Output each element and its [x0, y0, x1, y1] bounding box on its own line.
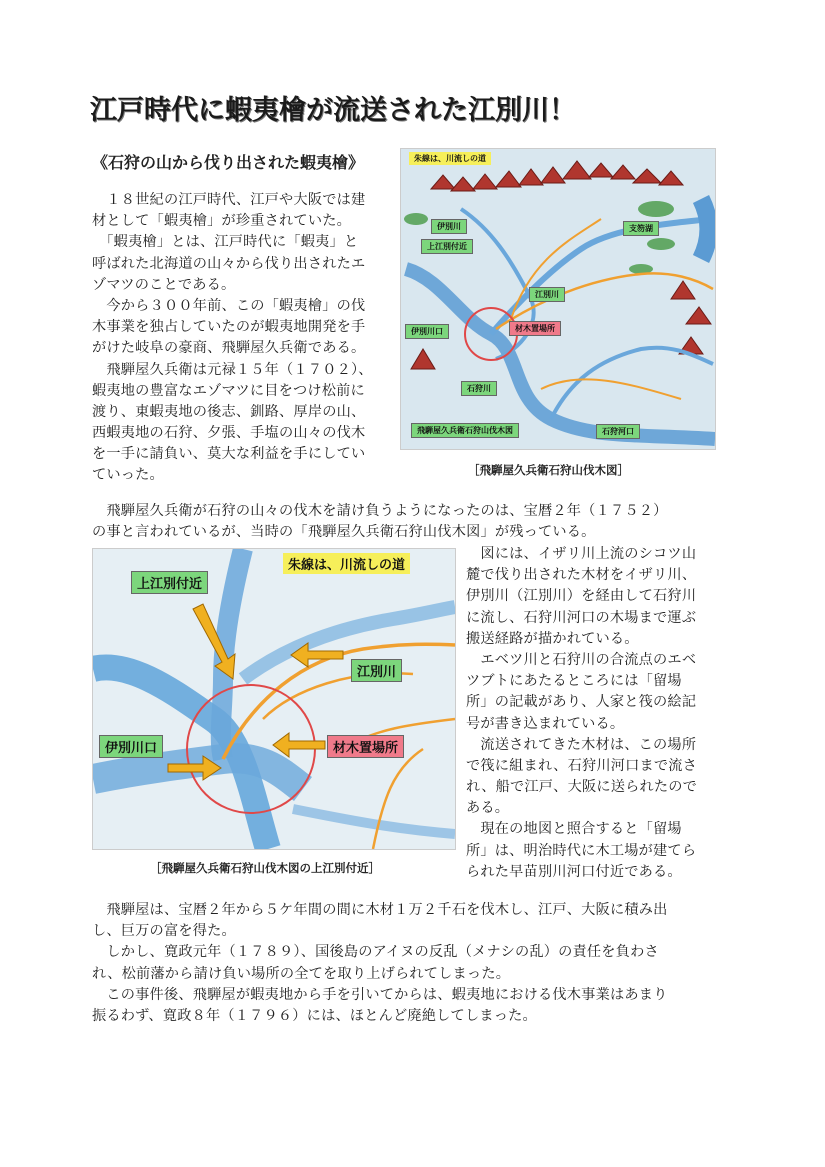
text-line: で筏に組まれ、石狩川河口まで流さ: [466, 757, 698, 774]
text-line: 材として「蝦夷檜」が珍重されていた。: [92, 213, 351, 230]
text-line: 今から３００年前、この「蝦夷檜」の伐: [92, 297, 366, 314]
text-line: ある。: [466, 800, 510, 817]
historical-map: [400, 148, 716, 450]
text-line: 号が書き込まれている。: [466, 715, 625, 732]
text-line: 飛騨屋久兵衛が石狩の山々の伐木を請け負うようになったのは、宝暦２年（１７５２）: [92, 503, 668, 519]
text-line: 飛騨屋は、宝暦２年から５ケ年間の間に木材１万２千石を伐木し、江戸、大阪に積み出: [92, 902, 668, 918]
text-line: この事件後、飛騨屋が蝦夷地から手を引いてからは、蝦夷地における伐木事業はあまり: [92, 986, 668, 1003]
text-line: エベツ川と石狩川の合流点のエベ: [466, 651, 697, 668]
text-line: 渡り、東蝦夷地の後志、釧路、厚岸の山、: [92, 403, 366, 420]
text-line: 木事業を独占していたのが蝦夷地開発を手: [92, 319, 366, 336]
text-line: れ、船で江戸、大阪に送られたので: [466, 779, 698, 796]
text-line: に流し、石狩川河口の木場まで運ぶ: [466, 609, 697, 626]
map-label: 上江別付近: [421, 239, 473, 254]
text-line: 振るわず、寛政８年（１７９６）には、ほとんど廃絶してしまった。: [92, 1007, 537, 1024]
map-label: 石狩川: [461, 381, 497, 396]
text-line: がけた岐阜の豪商、飛騨屋久兵衛である。: [92, 340, 366, 357]
text-line: を一手に請負い、莫大な利益を手にしてい: [92, 446, 366, 463]
map-label: 材木置場所: [509, 321, 561, 336]
map-label: 伊別川口: [405, 324, 449, 339]
text-line: 搬送経路が描かれている。: [466, 630, 639, 647]
map-legend: 朱線は、川流しの道: [409, 152, 491, 165]
detail-map-caption: ［飛騨屋久兵衛石狩山伐木図の上江別付近］: [150, 861, 380, 875]
text-line: ゾマツのことである。: [92, 276, 236, 293]
text-line: ていった。: [92, 467, 164, 484]
text-line: の事と言われているが、当時の「飛騨屋久兵衛石狩山伐木図」が残っている。: [92, 524, 596, 541]
map-label: 伊別川: [431, 219, 467, 234]
text-line: 現在の地図と照合すると「留場: [466, 821, 682, 838]
text-line: 図には、イザリ川上流のシコツ山: [466, 546, 697, 562]
map-label: 材木置場所: [327, 735, 404, 758]
text-line: し、巨万の富を得た。: [92, 923, 236, 940]
map-label: 江別川: [529, 287, 565, 302]
top-map-caption: ［飛騨屋久兵衛石狩山伐木図］: [468, 463, 629, 477]
map-label: 石狩河口: [596, 424, 640, 439]
text-line: 飛騨屋久兵衛は元禄１５年（１７０２）、: [92, 361, 373, 378]
map-legend: 朱線は、川流しの道: [283, 553, 410, 574]
map-label: 支笏湖: [623, 221, 659, 236]
text-line: 伊別川（江別川）を経由して石狩川: [466, 588, 697, 605]
middle-paragraph: [92, 501, 668, 543]
section-subtitle: 《石狩の山から伐り出された蝦夷檜》: [92, 153, 365, 172]
map-title-label: 飛騨屋久兵衛石狩山伐木図: [411, 423, 519, 438]
text-line: 麓で伐り出された木材をイザリ川、: [466, 567, 697, 584]
text-line: 所」は、明治時代に木工場が建てら: [466, 842, 697, 859]
page-title: 江戸時代に蝦夷檜が流送された江別川！: [90, 95, 576, 126]
bottom-paragraph: [92, 900, 668, 1027]
detail-map-illustration: [93, 549, 455, 849]
text-line: 「蝦夷檜」とは、江戸時代に「蝦夷」と: [92, 234, 359, 251]
text-line: 呼ばれた北海道の山々から伐り出されたエ: [92, 255, 366, 272]
map-label: 上江別付近: [131, 571, 208, 594]
text-line: られた早苗別川河口付近である。: [466, 863, 682, 880]
intro-paragraph: [92, 190, 373, 487]
text-line: 西蝦夷地の石狩、夕張、手塩の山々の伐木: [92, 425, 366, 442]
map-label: 伊別川口: [99, 735, 163, 758]
text-line: ツブトにあたるところには「留場: [466, 673, 682, 690]
text-line: 所」の記載があり、人家と筏の絵記: [466, 694, 697, 711]
map-label: 江別川: [351, 659, 402, 682]
text-line: １８世紀の江戸時代、江戸や大阪では建: [92, 192, 366, 208]
detail-map: [92, 548, 456, 850]
text-line: 流送されてきた木材は、この場所: [466, 736, 697, 753]
right-paragraph: [466, 544, 697, 883]
text-line: れ、松前藩から請け負い場所の全てを取り上げられてしまった。: [92, 965, 511, 982]
text-line: しかし、寛政元年（１７８９）、国後島のアイヌの反乱（メナシの乱）の責任を負わさ: [92, 944, 659, 961]
text-line: 蝦夷地の豊富なエゾマツに目をつけ松前に: [92, 382, 365, 399]
